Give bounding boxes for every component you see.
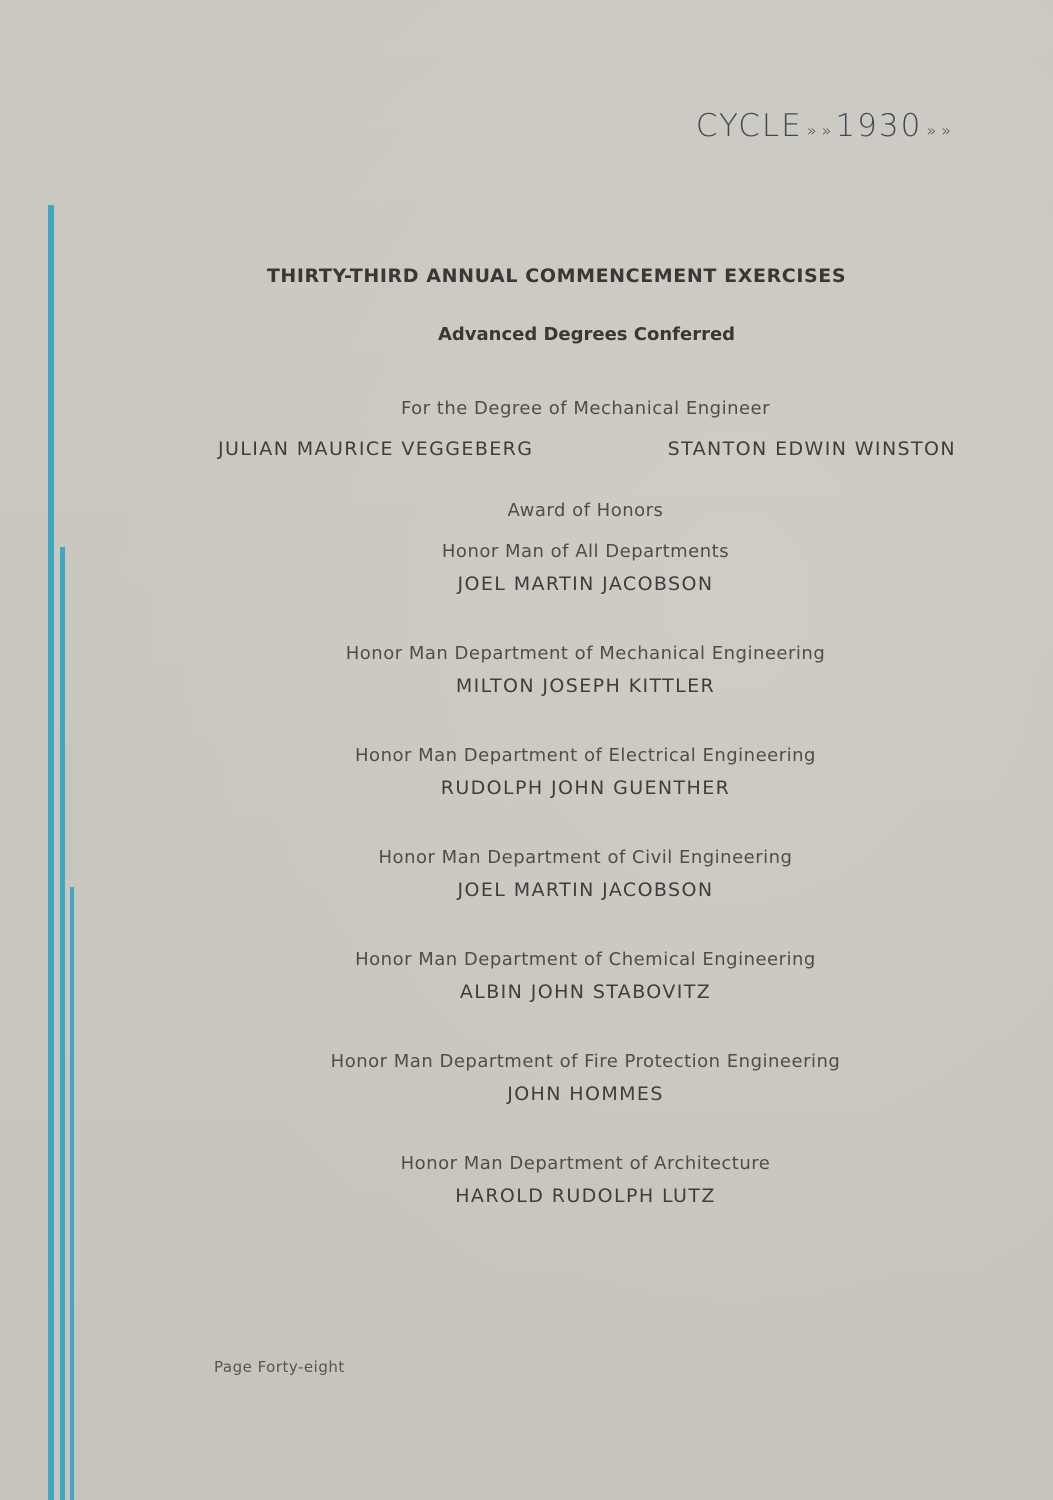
honor-name-2: MILTON JOSEPH KITTLER [455, 675, 716, 697]
honor-name-4: JOEL MARTIN JACOBSON [457, 879, 714, 901]
honor-name-6: JOHN HOMMES [507, 1083, 664, 1105]
page-header [696, 108, 955, 144]
honor-name-7: HAROLD RUDOLPH LUTZ [455, 1185, 716, 1207]
header-year: 1930 [835, 108, 923, 144]
honor-label-5: Honor Man Department of Chemical Engineering [355, 949, 816, 970]
honor-label-4: Honor Man Department of Civil Engineering [378, 847, 793, 868]
honor-label-6: Honor Man Department of Fire Protection Engineering [330, 1051, 841, 1072]
header-trailing: » » [926, 121, 951, 140]
degree-recipient-2: STANTON EDWIN WINSTON [667, 438, 956, 460]
honor-name-1: JOEL MARTIN JACOBSON [457, 573, 714, 595]
page-title: THIRTY-THIRD ANNUAL COMMENCEMENT EXERCISES [266, 265, 847, 287]
honors-heading: Award of Honors [507, 500, 664, 521]
degree-label: For the Degree of Mechanical Engineer [400, 398, 771, 419]
page-number: Page Forty-eight [214, 1358, 345, 1376]
degree-recipients [218, 438, 956, 460]
honor-label-1: Honor Man of All Departments [441, 541, 730, 562]
degree-recipient-1: JULIAN MAURICE VEGGEBERG [218, 438, 534, 460]
honor-label-3: Honor Man Department of Electrical Engineering [355, 745, 816, 766]
header-word: CYCLE [695, 108, 803, 144]
honor-name-3: RUDOLPH JOHN GUENTHER [440, 777, 731, 799]
honor-label-7: Honor Man Department of Architecture [400, 1153, 771, 1174]
page-subtitle: Advanced Degrees Conferred [437, 324, 736, 345]
honor-label-2: Honor Man Department of Mechanical Engineering [345, 643, 826, 664]
honor-name-5: ALBIN JOHN STABOVITZ [459, 981, 712, 1003]
header-separator: » » [806, 121, 832, 140]
